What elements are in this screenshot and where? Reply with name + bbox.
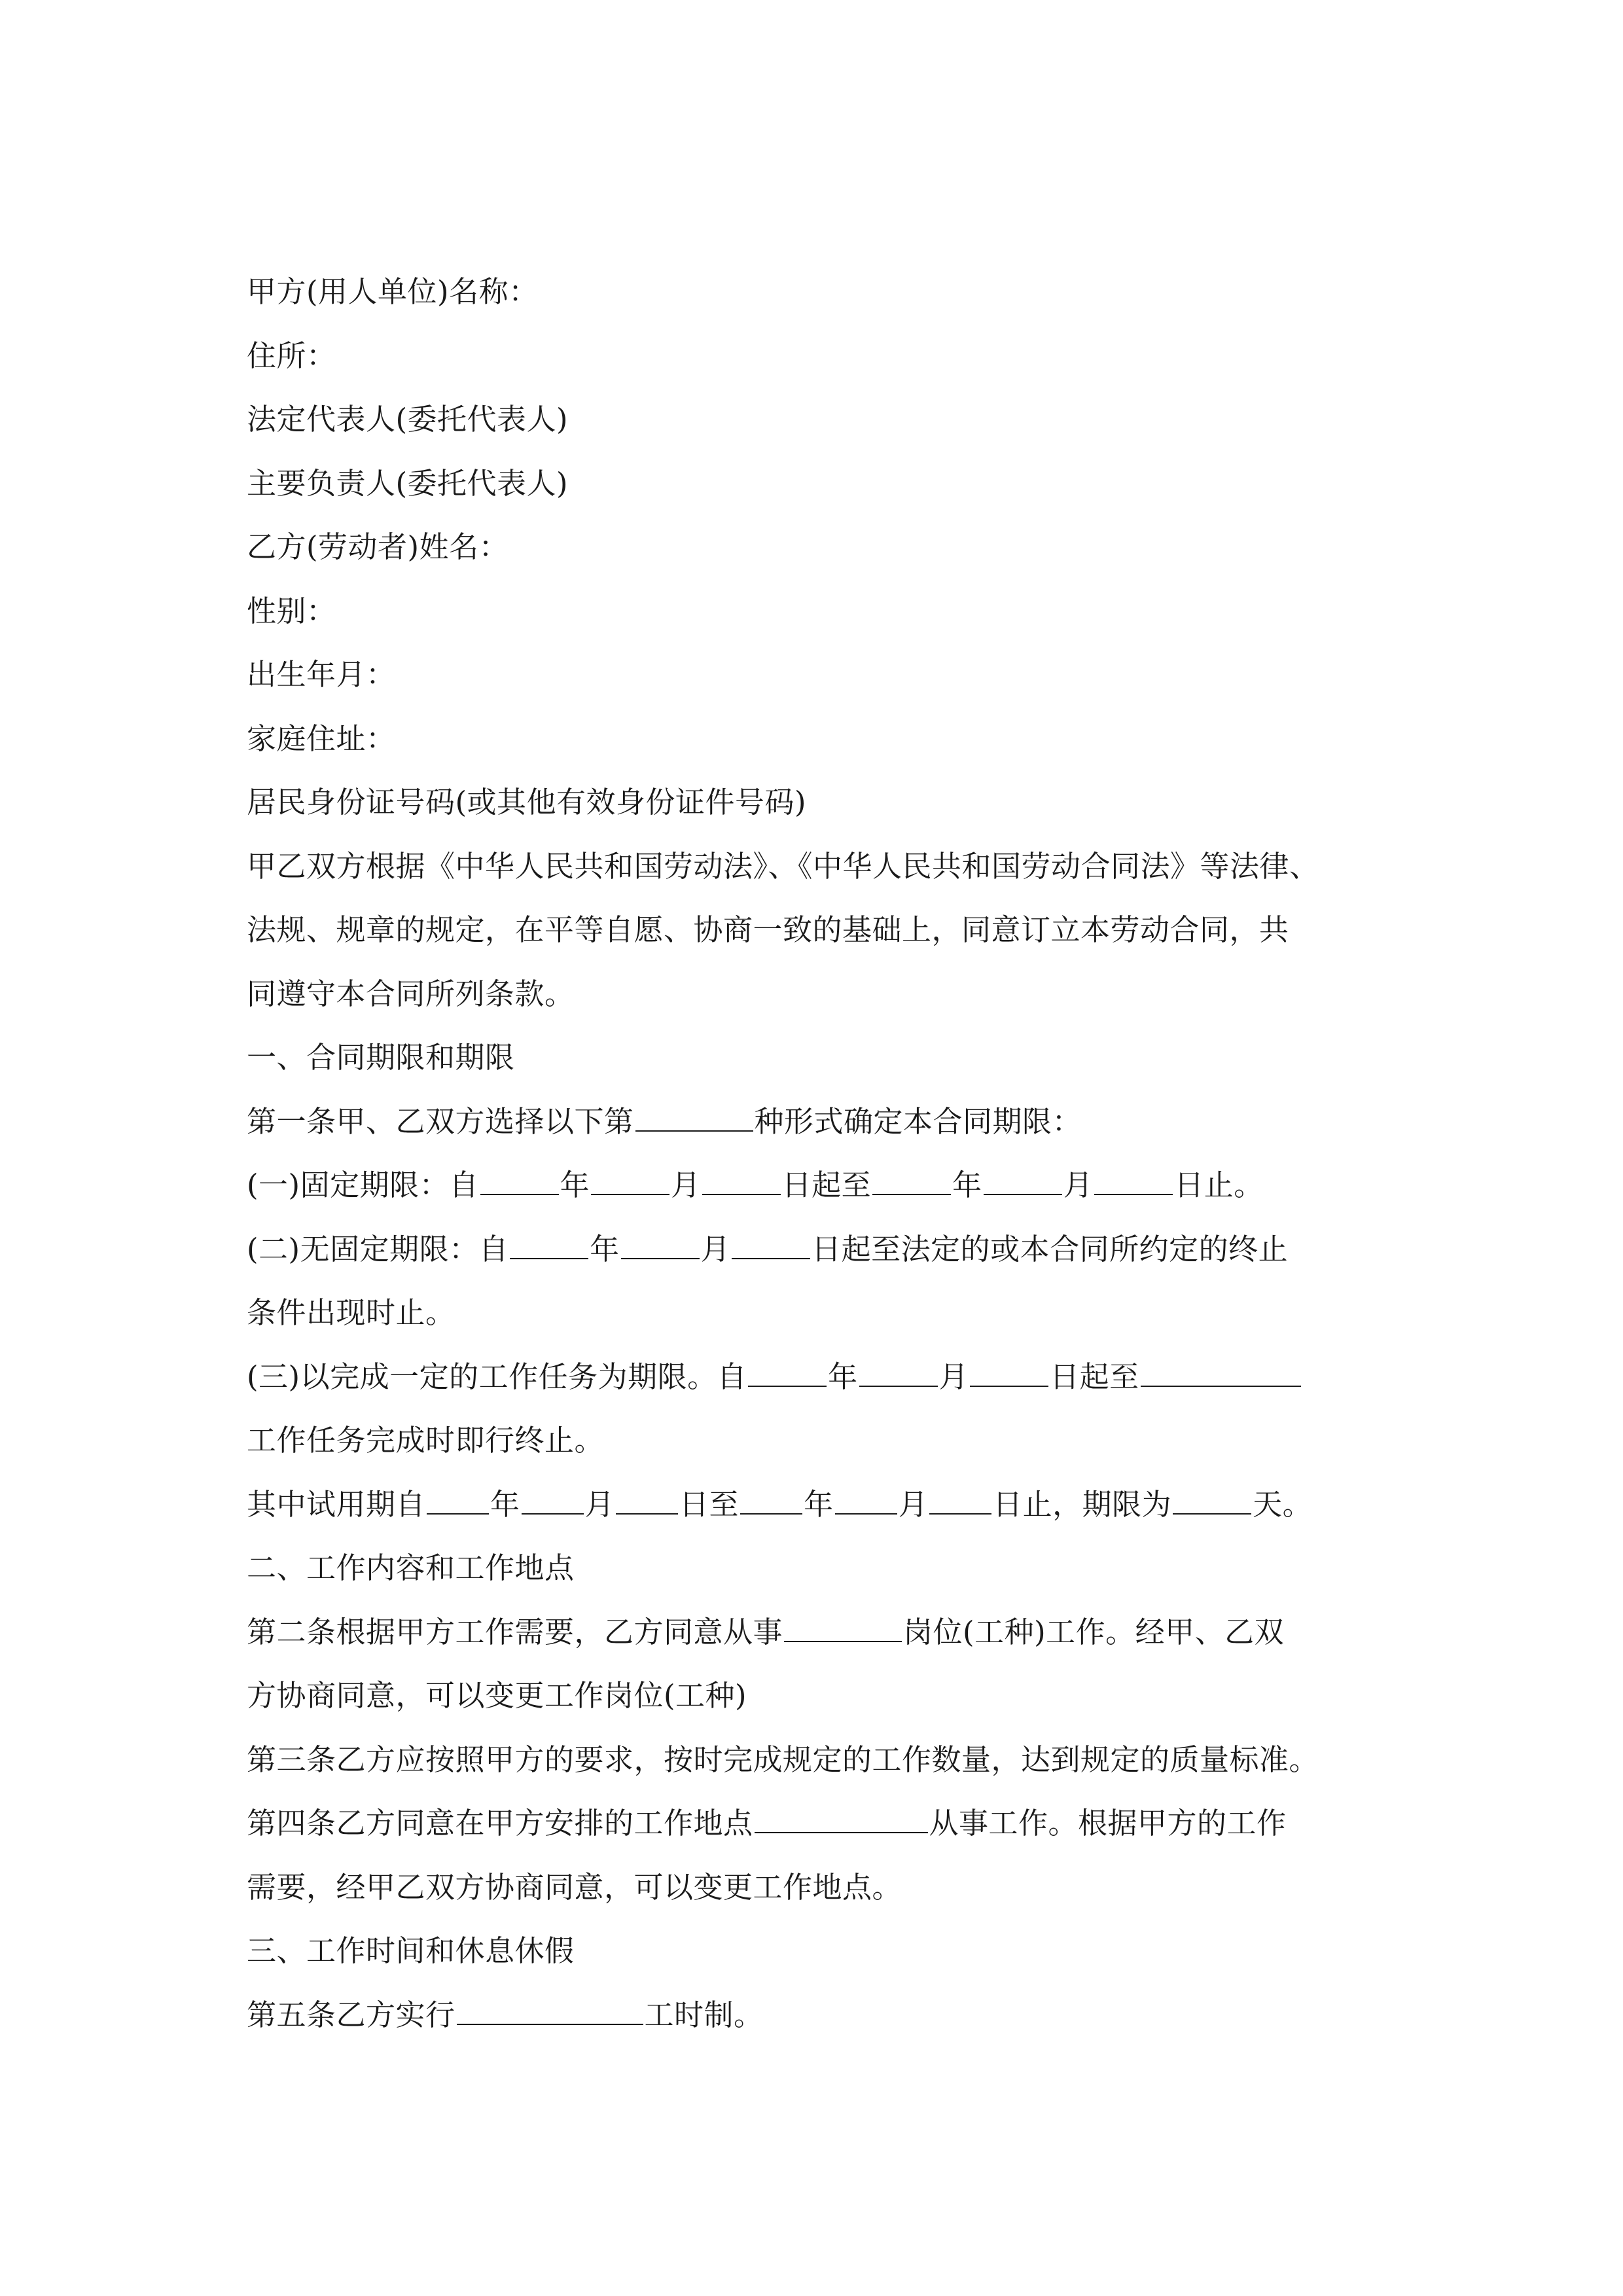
opt3-text-c: 月: [938, 1359, 969, 1394]
opt1-start-year-blank[interactable]: [480, 1170, 559, 1195]
principal-line: 主要负责人(委托代表人): [247, 465, 569, 501]
opt3-text-d: 日起至: [1050, 1359, 1139, 1394]
opt1-text-f: 月: [1063, 1168, 1094, 1202]
opt1-text-a: (一)固定期限：自: [247, 1168, 479, 1202]
opt1-text-e: 年: [952, 1168, 982, 1202]
article-3: 第三条乙方应按照甲方的要求，按时完成规定的工作数量，达到规定的质量标准。: [247, 1742, 1319, 1777]
article-4: [247, 1791, 1379, 1856]
opt3-text-b: 年: [828, 1359, 858, 1394]
option-2-open-term: [247, 1217, 1379, 1282]
trial-text-e: 年: [804, 1486, 834, 1522]
opt1-text-b: 年: [560, 1168, 590, 1202]
section-2-title: 二、工作内容和工作地点: [247, 1551, 575, 1585]
trial-end-month-blank[interactable]: [835, 1490, 897, 1515]
work-location-blank[interactable]: [755, 1808, 928, 1833]
trial-text-c: 月: [584, 1486, 615, 1522]
article-1-text-b: 种形式确定本合同期限：: [754, 1103, 1082, 1139]
article-1: [247, 1090, 1379, 1154]
trial-text-h: 天。: [1253, 1486, 1313, 1522]
opt1-text-c: 月: [671, 1168, 701, 1202]
opt3-start-day-blank[interactable]: [970, 1362, 1048, 1387]
article-5: [247, 1983, 1379, 2047]
home-address-line: 家庭住址：: [247, 721, 396, 756]
opt2-start-month-blank[interactable]: [621, 1234, 700, 1259]
article-4-line-2: 需要，经甲乙双方协商同意，可以变更工作地点。: [247, 1869, 902, 1905]
trial-end-year-blank[interactable]: [740, 1490, 802, 1515]
work-hours-system-blank[interactable]: [457, 2000, 643, 2025]
section-1-title: 一、合同期限和期限: [247, 1040, 515, 1075]
opt2-text-d: 日起至法定的或本合同所约定的终止: [812, 1231, 1289, 1266]
trial-text-f: 月: [898, 1486, 929, 1522]
opt3-task-blank[interactable]: [1141, 1362, 1301, 1387]
article-2: [247, 1600, 1379, 1664]
option-1-fixed-term: [247, 1153, 1379, 1217]
legal-rep-line: 法定代表人(委托代表人): [247, 402, 569, 437]
trial-text-b: 年: [490, 1486, 520, 1522]
opt1-end-day-blank[interactable]: [1094, 1170, 1173, 1195]
birth-line: 出生年月：: [247, 657, 396, 692]
opt1-end-year-blank[interactable]: [872, 1170, 951, 1195]
section-3-title: 三、工作时间和休息休假: [247, 1933, 575, 1968]
article-2-text-a: 第二条根据甲方工作需要，乙方同意从事: [247, 1614, 783, 1649]
id-number-line: 居民身份证号码(或其他有效身份证件号码): [247, 785, 807, 819]
article-5-text-b: 工时制。: [644, 1997, 764, 2032]
article-4-text-a: 第四条乙方同意在甲方安排的工作地点: [247, 1806, 753, 1840]
opt1-text-g: 日止。: [1174, 1168, 1264, 1202]
party-b-name-line: 乙方(劳动者)姓名：: [247, 529, 509, 564]
job-post-blank[interactable]: [784, 1617, 902, 1642]
party-a-name-line: 甲方(用人单位)名称：: [247, 274, 539, 309]
opt2-start-day-blank[interactable]: [732, 1234, 810, 1259]
opt3-text-a: (三)以完成一定的工作任务为期限。自: [247, 1359, 747, 1394]
preamble-line-1: 甲乙双方根据《中华人民共和国劳动法》、《中华人民共和国劳动合同法》等法律、: [247, 848, 1319, 884]
trial-start-month-blank[interactable]: [522, 1490, 584, 1515]
opt2-text-b: 年: [590, 1231, 620, 1266]
opt1-start-month-blank[interactable]: [591, 1170, 669, 1195]
article-5-text-a: 第五条乙方实行: [247, 1997, 455, 2032]
opt3-start-month-blank[interactable]: [859, 1362, 938, 1387]
trial-period: [247, 1473, 1379, 1537]
gender-line: 性别：: [247, 593, 336, 628]
article-2-text-b: 岗位(工种)工作。经甲、乙双: [903, 1614, 1285, 1649]
trial-start-day-blank[interactable]: [616, 1490, 678, 1515]
opt2-text-c: 月: [700, 1231, 731, 1266]
form-choice-blank[interactable]: [635, 1107, 753, 1132]
preamble-line-2: 法规、规章的规定，在平等自愿、协商一致的基础上，同意订立本劳动合同，共: [247, 912, 1289, 947]
residence-line: 住所：: [247, 338, 336, 373]
trial-end-day-blank[interactable]: [929, 1490, 991, 1515]
article-1-text-a: 第一条甲、乙双方选择以下第: [247, 1103, 634, 1139]
opt2-start-year-blank[interactable]: [510, 1234, 588, 1259]
trial-text-a: 其中试用期自: [247, 1486, 426, 1522]
contract-body: [247, 260, 1379, 2047]
opt2-text-a: (二)无固定期限：自: [247, 1231, 509, 1266]
option-2-line-2: 条件出现时止。: [247, 1295, 455, 1330]
opt1-end-month-blank[interactable]: [984, 1170, 1062, 1195]
trial-start-year-blank[interactable]: [427, 1490, 489, 1515]
option-3-task-term: [247, 1345, 1379, 1409]
article-4-text-b: 从事工作。根据甲方的工作: [929, 1806, 1287, 1840]
article-2-line-2: 方协商同意，可以变更工作岗位(工种): [247, 1678, 747, 1713]
trial-days-blank[interactable]: [1173, 1490, 1251, 1515]
preamble-line-3: 同遵守本合同所列条款。: [247, 976, 575, 1011]
opt1-text-d: 日起至: [781, 1168, 872, 1202]
opt3-start-year-blank[interactable]: [748, 1362, 827, 1387]
opt1-start-day-blank[interactable]: [702, 1170, 781, 1195]
trial-text-g: 日止，期限为: [993, 1486, 1172, 1522]
trial-text-d: 日至: [679, 1486, 740, 1522]
option-3-line-2: 工作任务完成时即行终止。: [247, 1423, 605, 1458]
